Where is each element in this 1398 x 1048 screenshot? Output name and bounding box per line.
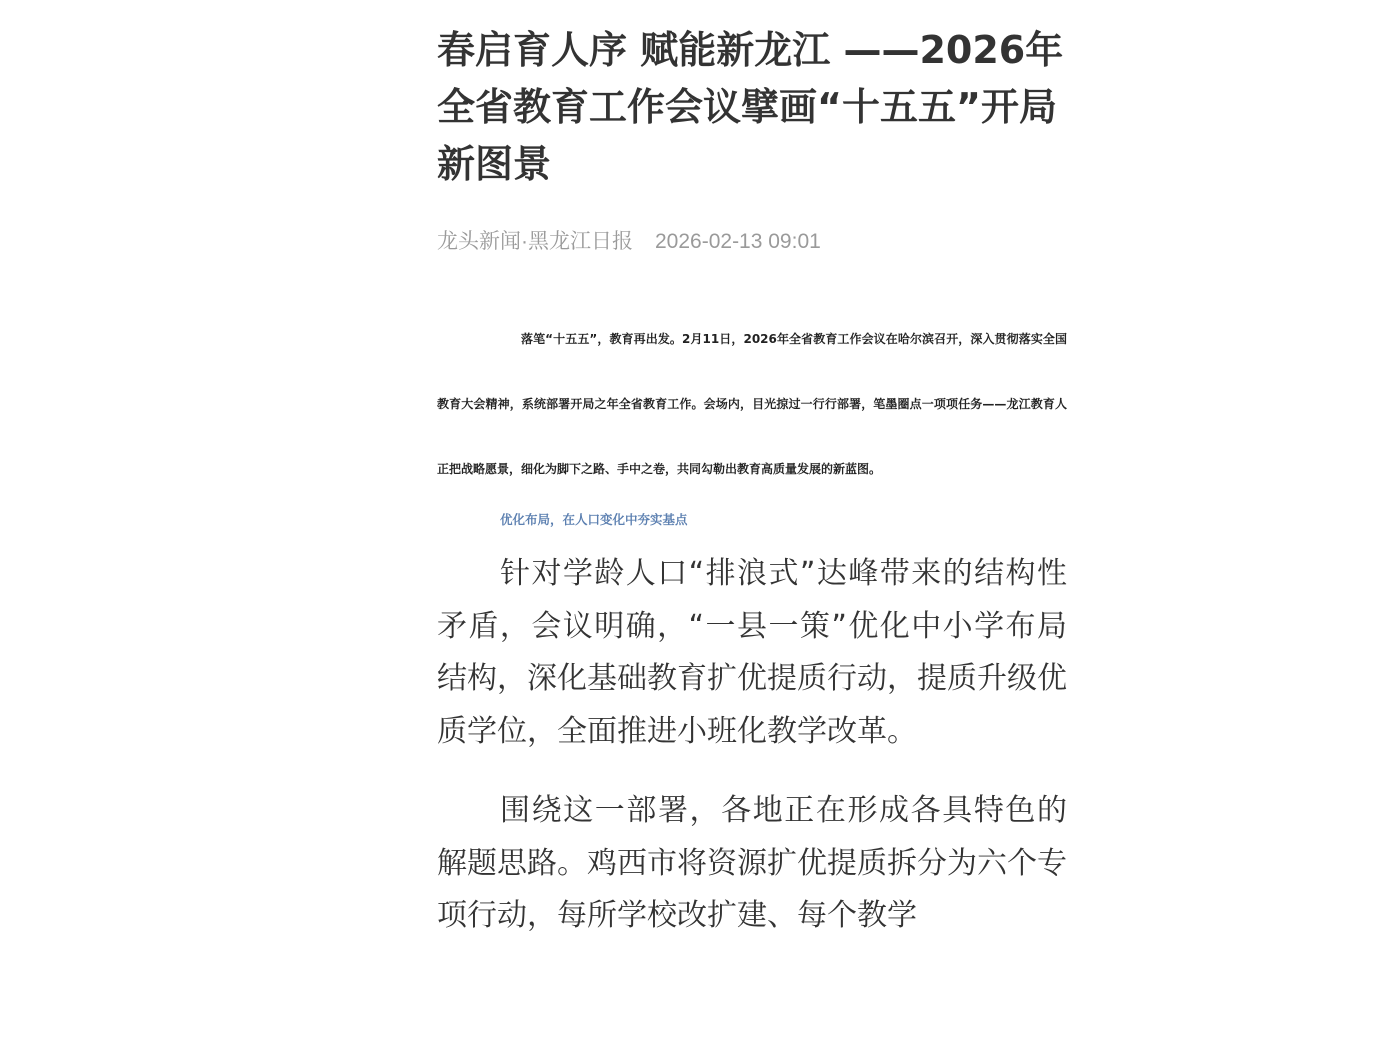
article-meta [437,227,1067,257]
body-paragraph: 针对学龄人口“排浪式”达峰带来的结构性矛盾，会议明确，“一县一策”优化中小学布局结构，深化基础教育扩优提质行动，提质升级优质学位，全面推进小班化教学改革。 [437,556,1067,749]
section-subheading: 优化布局，在人口变化中夯实基点 [500,512,688,527]
article-date: 2026-02-13 09:01 [655,230,821,253]
article-title: 春启育人序 赋能新龙江 ——2026年全省教育工作会议擘画“十五五”开局新图景 [437,28,1064,186]
article-source: 龙头新闻·黑龙江日报 [437,230,633,253]
body-paragraph: 围绕这一部署，各地正在形成各具特色的解题思路。鸡西市将资源扩优提质拆分为六个专项行动，每所学校改扩建、每个教学 [437,793,1067,933]
lead-paragraph: 落笔“十五五”，教育再出发。2月11日，2026年全省教育工作会议在哈尔滨召开，深入贯彻落实全国教育大会精神，系统部署开局之年全省教育工作。会场内，目光掠过一行行部署，笔墨圈点一项项任务——龙江教育人正把战略愿景，细化为脚下之路、手中之卷，共同勾勒出教育高质量发展的新蓝图。 [437,332,1067,476]
article [437,22,1067,943]
